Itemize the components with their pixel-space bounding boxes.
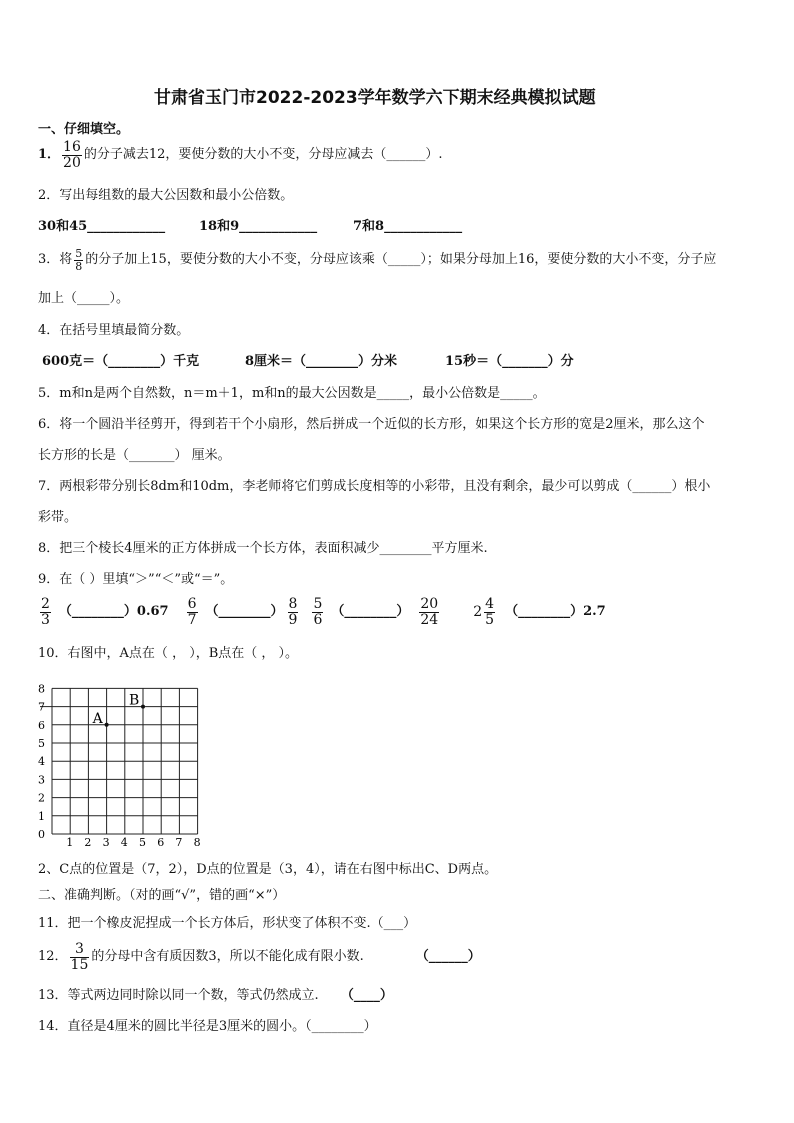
question-2: 2．写出每组数的最大公因数和最小公倍数。 [38,188,294,203]
denominator: 9 [288,611,298,628]
point-a-marker [105,723,109,727]
question-7-line2: 彩带。 [38,510,78,525]
x-tick-label: 6 [157,836,165,849]
question-3 [38,248,716,272]
question-11: 11．把一个橡皮泥捏成一个长方体后，形状变了体积不变.（___） [38,916,417,931]
question-10-part2: 2、C点的位置是（7，2），D点的位置是（3，4），请在右图中标出C、D两点。 [38,862,498,877]
question-13 [38,988,393,1004]
x-tick-label: 7 [175,836,183,849]
q9-blank-4[interactable]: （________）2.7 [505,604,606,620]
numerator: 2 [41,596,50,612]
fraction-20-24 [419,597,439,627]
y-tick-label: 4 [38,755,45,769]
page-title: 甘肃省玉门市2022-2023学年数学六下期末经典模拟试题 [154,88,596,108]
denominator: 15 [70,956,89,973]
y-tick-label: 0 [38,828,45,841]
q2-answer-30-45[interactable]: 30和45____________ [38,219,166,234]
question-text: 的分子减去12，要使分数的大小不变，分母应减去（______）. [83,147,443,163]
fraction-8-9 [288,597,299,627]
question-5: 5．m和n是两个自然数，n＝m＋1，m和n的最大公因数是_____，最小公倍数是_____。 [38,386,546,401]
y-tick-label: 8 [38,682,45,696]
q4-grams[interactable]: 600克＝（________）千克 [42,354,200,369]
fraction-2-3 [40,597,51,627]
grid-lines [40,688,198,834]
question-4: 4．在括号里填最简分数。 [38,323,190,338]
point-b-marker [141,705,145,709]
denominator: 6 [313,611,323,628]
numerator: 20 [420,596,439,612]
coordinate-grid [30,672,210,852]
numerator: 8 [288,596,298,612]
y-tick-label: 7 [38,700,45,714]
question-number: 12． [38,949,68,965]
numerator: 4 [485,596,495,612]
numerator: 3 [75,941,84,957]
question-text: 的分子加上15，要使分数的大小不变，分母应该乘（_____）；如果分母加上16，要使分数的大小不变，分子应 [85,252,717,268]
numerator: 16 [63,139,81,155]
denominator: 20 [63,154,81,171]
question-text: 的分母中含有质因数3，所以不能化成有限小数. [91,949,364,965]
question-1 [38,140,443,170]
q2-answer-7-8[interactable]: 7和8____________ [353,219,463,234]
numerator: 5 [75,247,83,260]
question-14: 14．直径是4厘米的圆比半径是3厘米的圆小。（________） [38,1019,377,1034]
x-tick-label: 3 [102,836,110,849]
question-10: 10．右图中，A点在（ ， ），B点在（ ， ）。 [38,646,299,661]
x-tick-label: 1 [66,836,74,849]
y-tick-label: 6 [38,718,45,732]
fraction-16-20 [62,140,82,170]
denominator: 3 [41,611,50,628]
y-tick-label: 5 [38,737,45,750]
point-a-label: A [92,710,103,727]
fraction-5-6 [312,597,323,627]
q4-centimeters[interactable]: 8厘米＝（________）分米 [245,354,398,369]
question-6: 6．将一个圆沿半径剪开，得到若干个小扇形，然后拼成一个近似的长方形，如果这个长方形的宽是2厘米，那么这个 [38,417,705,432]
question-3-line2: 加上（_____）。 [38,291,130,306]
point-b-label: B [129,692,140,709]
q9-blank-2[interactable]: （________） [205,604,284,620]
y-tick-label: 3 [38,773,45,787]
question-text: 13．等式两边同时除以同一个数，等式仍然成立. [38,988,319,1003]
x-tick-label: 8 [193,836,201,849]
question-lead: 3．将 [38,252,73,268]
question-6-line2: 长方形的长是（_______） 厘米。 [38,448,231,463]
denominator: 5 [485,611,495,628]
grid-tick-labels [38,682,201,849]
denominator: 24 [420,611,439,628]
x-tick-label: 2 [84,836,92,849]
section-heading-fill-blanks: 一、仔细填空。 [38,122,130,137]
x-tick-label: 5 [139,836,146,849]
q4-seconds[interactable]: 15秒＝（_______）分 [445,354,574,369]
q13-blank[interactable]: （____） [340,988,393,1003]
question-9: 9．在（ ）里填“＞”“＜”或“＝”。 [38,572,234,587]
numerator: 6 [187,596,197,612]
fraction-6-7 [187,597,198,627]
denominator: 8 [75,259,83,273]
y-tick-label: 2 [38,791,45,805]
question-number: 1． [38,147,61,163]
fraction-5-8 [74,248,83,272]
q2-answer-18-9[interactable]: 18和9____________ [199,219,318,234]
denominator: 7 [187,611,197,628]
x-tick-label: 4 [120,836,128,849]
q9-blank-1[interactable]: （________）0.67 [58,604,169,620]
grid-points [92,693,145,727]
question-8: 8．把三个棱长4厘米的正方体拼成一个长方体，表面积减少________平方厘米. [38,541,488,556]
question-12 [38,942,481,972]
q12-blank[interactable]: （______） [415,949,481,965]
q9-blank-3[interactable]: （________） [331,604,410,620]
y-tick-label: 1 [38,809,45,823]
mixed-number-whole: 2 [473,603,483,620]
section-heading-judgment: 二、准确判断。（对的画“√”，错的画“×”） [38,888,286,903]
question-7: 7．两根彩带分别长8dm和10dm，李老师将它们剪成长度相等的小彩带，且没有剩余，最少可以剪成（______）根小 [38,479,711,494]
mixed-number-fraction [484,597,495,627]
q9-comparisons [38,597,606,627]
fraction-3-15 [70,942,90,972]
numerator: 5 [313,596,323,612]
